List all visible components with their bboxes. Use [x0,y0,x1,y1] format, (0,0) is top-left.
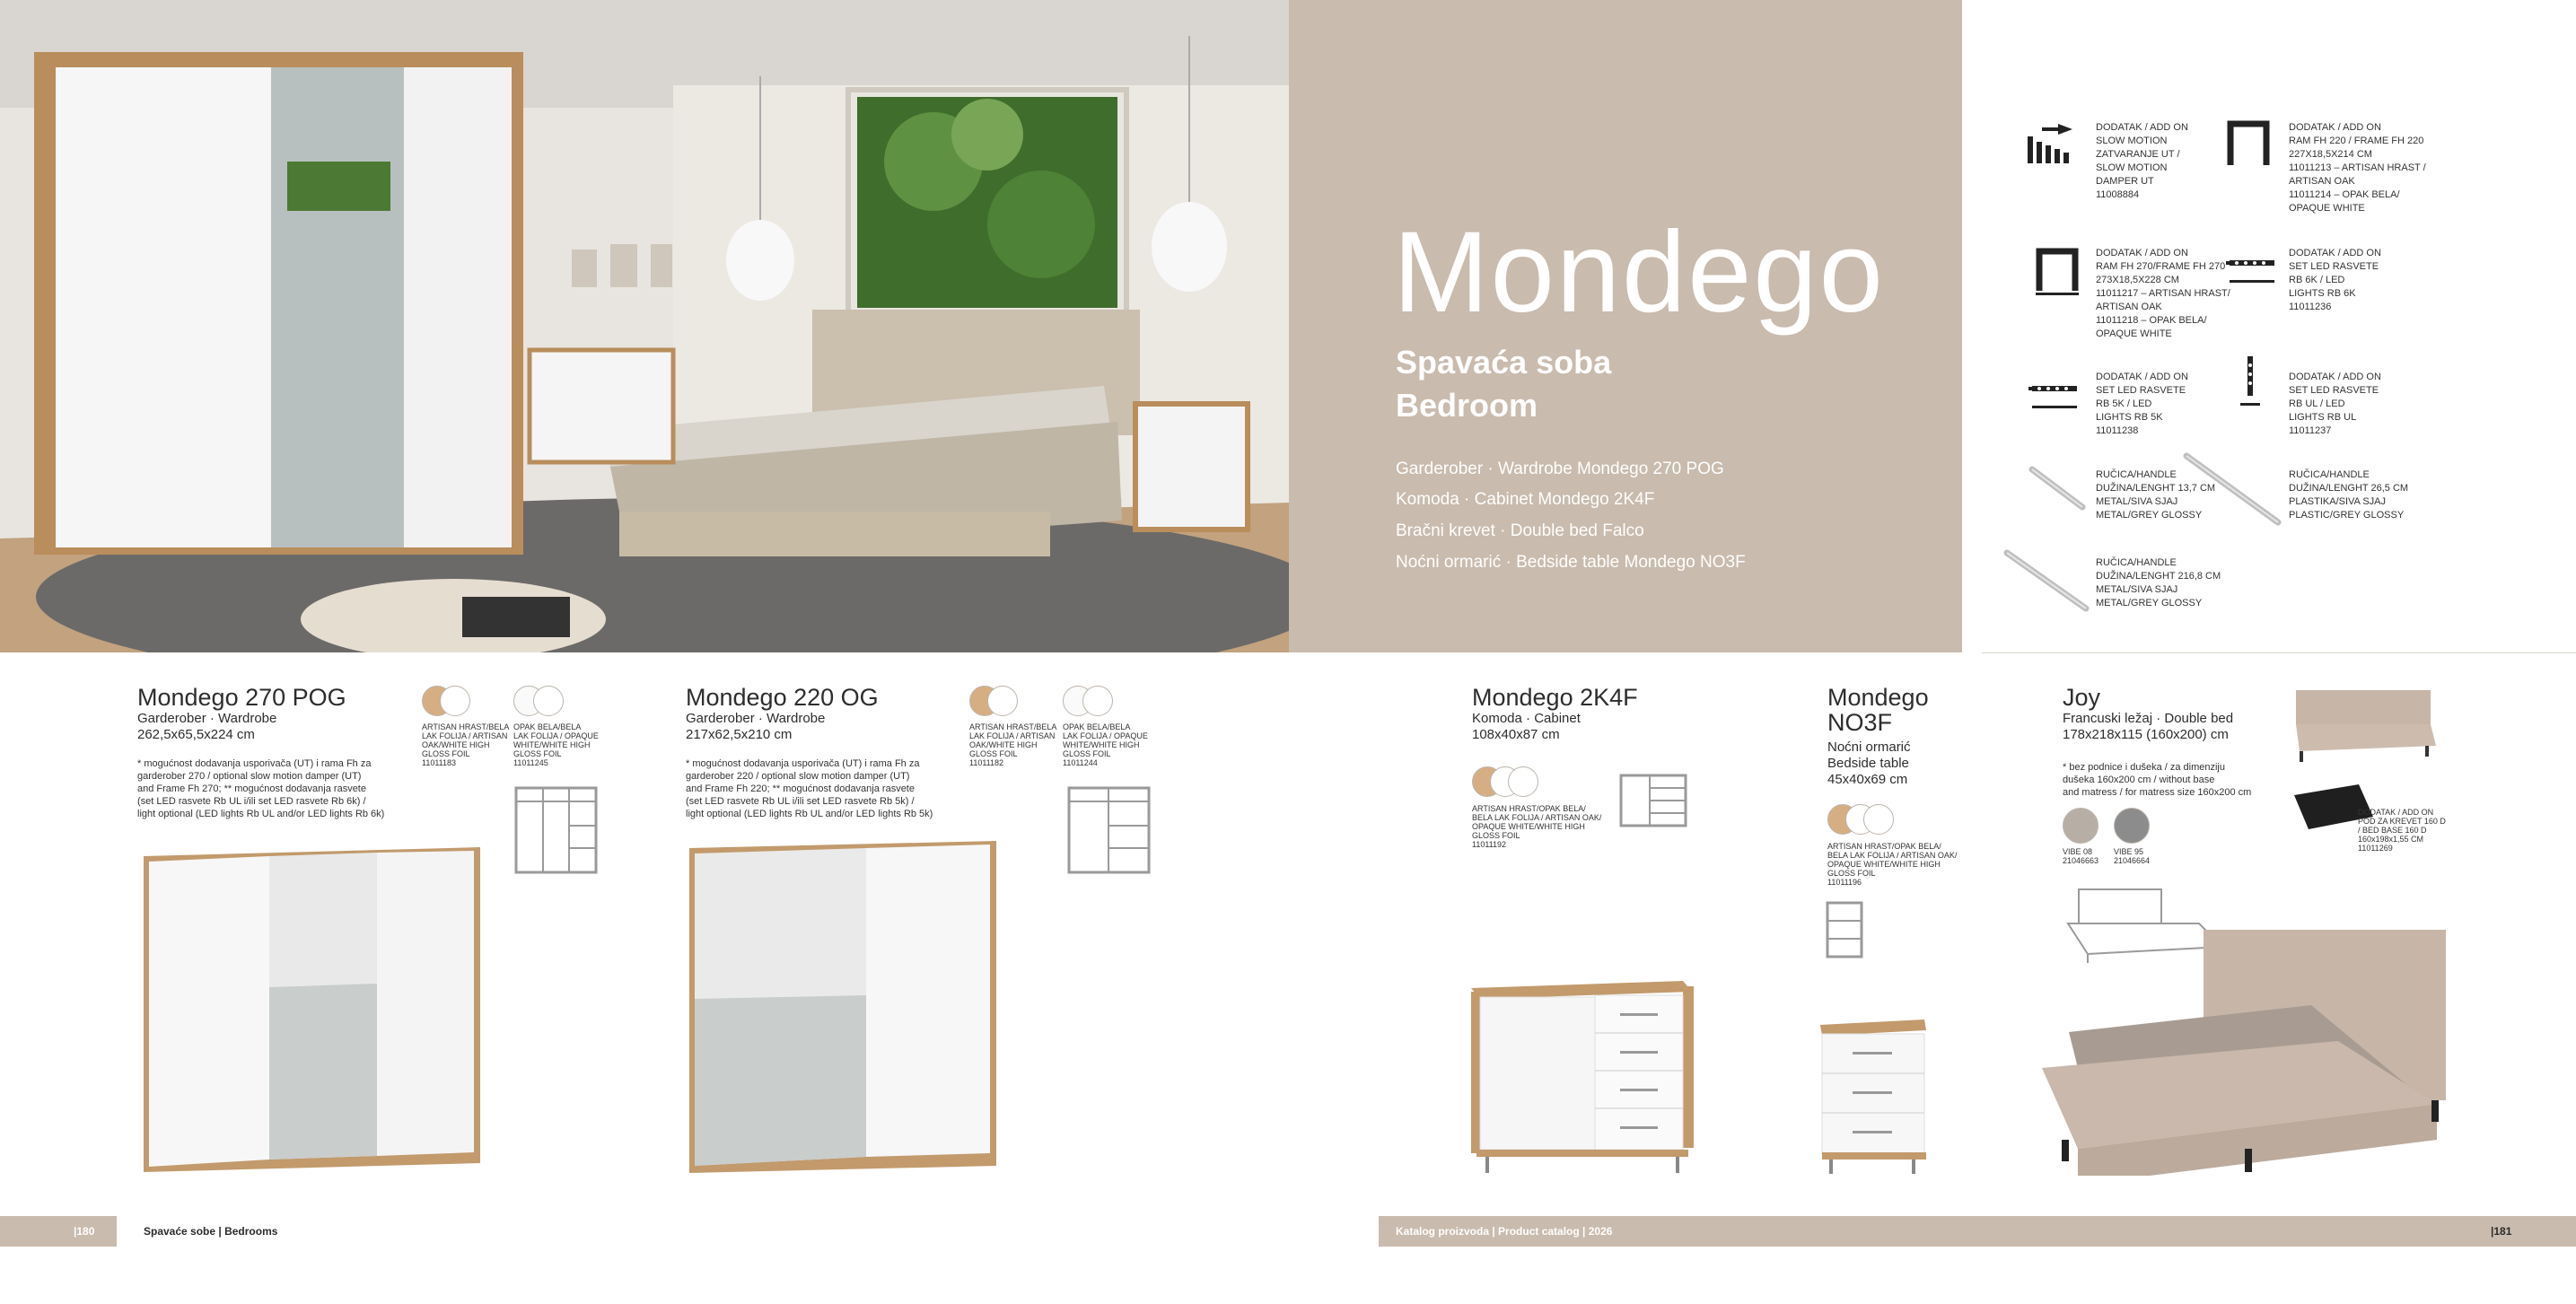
frame-icon [2221,117,2275,171]
fabric-swatch-vibe95 [2114,808,2150,844]
swatch-label: VIBE 95 21046664 [2114,847,2151,865]
product-title: Mondego 220 OG [686,684,879,711]
addon-text: DODATAK / ADD ON SLOW MOTION ZATVARANJE UT / SLOW MOTION DAMPER UT 11008884 [2096,122,2188,200]
product-dimensions: 45x40x69 cm [1827,772,1908,787]
wardrobe-270-image [135,844,480,1176]
product-title: Mondego 2K4F [1472,684,1638,711]
bedside-diagram [1822,897,1867,965]
handle-icon [2027,462,2091,516]
addon-text: DODATAK / ADD ON SET LED RASVETE RB 5K / LED LIGHTS RB 5K 11011238 [2096,372,2188,436]
footer-catalog-title: Katalog proizvoda | Product catalog | 2026 [1396,1225,1613,1238]
color-swatch-oak-white [969,684,1023,720]
footer-strip [117,1216,1289,1247]
frame-icon [2030,244,2084,298]
led-strip-icon [2027,368,2081,422]
cabinet-2k4f-image [1468,974,1696,1176]
collection-item: Bračni krevet · Double bed Falco [1396,521,1644,540]
product-title: Joy [2063,684,2101,711]
addon-text: DODATAK / ADD ON POD ZA KREVET 160 D / BED BASE 160 D 160x198x1,55 CM 11011269 [2358,808,2446,853]
product-type: Francuski ležaj · Double bed [2063,711,2234,726]
swatch-label: OPAK BELA/BELA LAK FOLIJA / OPAQUE WHITE/WHITE HIGH GLOSS FOIL 11011245 [513,722,599,767]
product-type: Garderober · Wardrobe [686,711,826,726]
slow-motion-icon [2024,117,2078,171]
cabinet-diagram [1617,770,1689,833]
addon-text: DODATAK / ADD ON RAM FH 220 / FRAME FH 220 227X18,5X214 CM 11011213 – ARTISAN HRAST / ARTISAN OAK 11011214 – OPAK BELA/ OPAQUE WHITE [2289,122,2426,214]
swatch-label: ARTISAN HRAST/BELA LAK FOLIJA / ARTISAN OAK/WHITE HIGH GLOSS FOIL 11011183 [422,722,510,767]
product-type: Noćni ormarić [1827,740,1911,755]
product-dimensions: 178x218x115 (160x200) cm [2063,727,2229,742]
wardrobe-interior-diagram [513,785,599,875]
footer-section-title: Spavaće sobe | Bedrooms [144,1225,278,1238]
bedside-no3f-image [1817,1014,1929,1176]
addon-text: DODATAK / ADD ON SET LED RASVETE RB 6K / LED LIGHTS RB 6K 11011236 [2289,248,2381,312]
swatch-label: OPAK BELA/BELA LAK FOLIJA / OPAQUE WHITE/WHITE HIGH GLOSS FOIL 11011244 [1063,722,1148,767]
color-swatch-oak-white [1827,802,1904,838]
product-note: * bez podnice i dušeka / za dimenziju dušeka 160x200 cm / without base and matress / for matress size 160x200 cm [2063,762,2252,798]
color-swatch-oak-white [422,684,476,720]
product-title: Mondego 270 POG [137,684,346,711]
swatch-label: ARTISAN HRAST/OPAK BELA/ BELA LAK FOLIJA / ARTISAN OAK/ OPAQUE WHITE/WHITE HIGH GLOSS FOIL 11011196 [1827,842,1958,887]
product-note: * mogućnost dodavanja usporivača (UT) i rama Fh za garderober 220 / optional slow motion damper (UT) and Frame Fh 220; ** mogućnost dodavanja rasvete (set LED rasvete Rb UL i/ili set LED rasvete Rb 5k) / light optional (LED lights Rb UL and/or LED lights Rb 5k) [686,758,933,819]
handle-icon [2002,547,2091,615]
subtitle-english: Bedroom [1396,387,1538,424]
product-title: NO3F [1827,709,1893,736]
color-swatch-oak-white [1472,765,1548,801]
product-dimensions: 108x40x87 cm [1472,727,1560,742]
collection-item: Noćni ormarić · Bedside table Mondego NO3F [1396,553,1746,572]
page-number: |181 [2491,1225,2512,1238]
addon-text: DODATAK / ADD ON SET LED RASVETE RB UL / LED LIGHTS RB UL 11011237 [2289,372,2381,436]
product-note: * mogućnost dodavanja usporivača (UT) i rama Fh za garderober 270 / optional slow motion damper (UT) and Frame Fh 270; ** mogućnost dodavanja rasvete (set LED rasvete Rb UL i/ili set LED rasvete Rb 6k) / light optional (LED lights Rb UL and/or LED lights Rb 6k) [137,758,385,819]
color-swatch-white [513,684,576,720]
handle-icon [2181,449,2284,529]
color-swatch-white [1063,684,1126,720]
wardrobe-interior-diagram [1066,785,1152,875]
page-number: |180 [74,1225,95,1238]
collection-item: Komoda · Cabinet Mondego 2K4F [1396,490,1655,509]
swatch-label: ARTISAN HRAST/BELA LAK FOLIJA / ARTISAN OAK/WHITE HIGH GLOSS FOIL 11011182 [969,722,1057,767]
collection-item: Garderober · Wardrobe Mondego 270 POG [1396,459,1724,478]
bed-base-image [2291,687,2439,767]
wardrobe-220-image [682,839,996,1180]
product-title: Mondego [1827,684,1929,711]
swatch-label: VIBE 08 21046663 [2063,847,2099,865]
led-vertical-icon [2224,354,2278,408]
addon-text: DODATAK / ADD ON RAM FH 270/FRAME FH 270 273X18,5X228 CM 11011217 – ARTISAN HRAST/ ARTISAN OAK 11011218 – OPAK BELA/ OPAQUE WHITE [2096,248,2230,339]
product-type: Garderober · Wardrobe [137,711,277,726]
footer-bar-left [0,1216,117,1247]
addon-text: RUČICA/HANDLE DUŽINA/LENGHT 26,5 CM PLASTIKA/SIVA SJAJ PLASTIC/GREY GLOSSY [2289,469,2409,521]
swatch-label: ARTISAN HRAST/OPAK BELA/ BELA LAK FOLIJA / ARTISAN OAK/ OPAQUE WHITE/WHITE HIGH GLOSS FOIL 11011192 [1472,804,1602,849]
product-type: Bedside table [1827,756,1909,771]
product-type: Komoda · Cabinet [1472,711,1581,726]
subtitle-local: Spavaća soba [1396,344,1612,381]
product-dimensions: 262,5x65,5x224 cm [137,727,255,742]
joy-bed-image [2042,924,2455,1176]
hero-bedroom-photo [0,0,1289,652]
brand-title: Mondego [1393,208,1885,337]
product-dimensions: 217x62,5x210 cm [686,727,793,742]
divider [1982,652,2576,653]
addon-text: RUČICA/HANDLE DUŽINA/LENGHT 13,7 CM METAL/SIVA SJAJ METAL/GREY GLOSSY [2096,469,2216,521]
led-strip-icon [2224,244,2278,298]
fabric-swatch-vibe08 [2063,808,2098,844]
addon-text: RUČICA/HANDLE DUŽINA/LENGHT 216,8 CM METAL/SIVA SJAJ METAL/GREY GLOSSY [2096,557,2221,608]
